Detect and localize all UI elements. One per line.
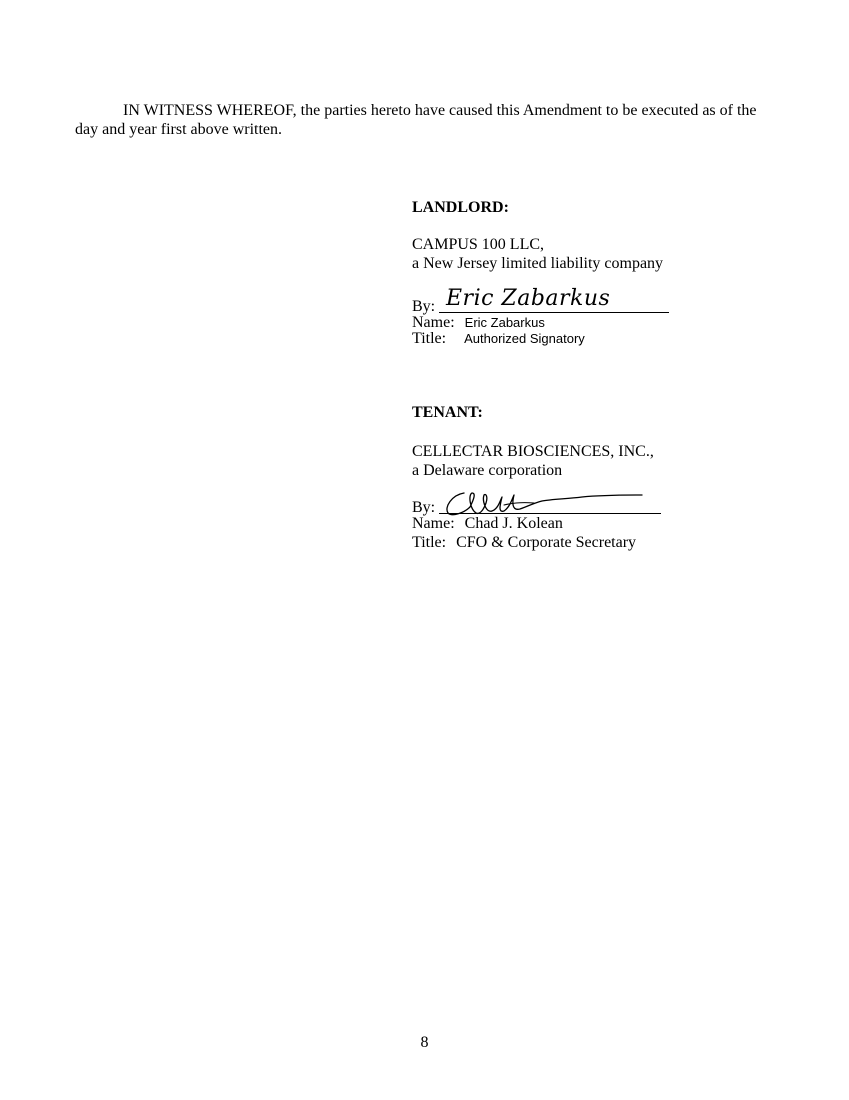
landlord-title-value: Authorized Signatory <box>464 331 585 346</box>
landlord-by-row <box>412 283 732 313</box>
landlord-heading: LANDLORD: <box>412 199 509 216</box>
landlord-entity-description: a New Jersey limited liability company <box>412 255 664 272</box>
landlord-name-label: Name: <box>412 314 455 331</box>
tenant-entity: CELLECTAR BIOSCIENCES, INC., <box>412 443 654 460</box>
tenant-heading: TENANT: <box>412 404 483 421</box>
landlord-entity: CAMPUS 100 LLC, <box>412 236 545 253</box>
landlord-signature-block <box>412 198 732 348</box>
tenant-signature-block <box>412 403 732 552</box>
tenant-by-label: By: <box>412 499 436 516</box>
landlord-title-label: Title: <box>412 330 447 347</box>
tenant-by-row <box>412 484 732 514</box>
witness-paragraph <box>75 101 780 139</box>
tenant-signature-image <box>442 487 652 517</box>
page-number: 8 <box>420 1034 429 1051</box>
tenant-entity-description: a Delaware corporation <box>412 462 563 479</box>
tenant-title-row <box>412 533 732 552</box>
landlord-name-value: Eric Zabarkus <box>464 315 545 330</box>
tenant-name-value: Chad J. Kolean <box>464 515 563 532</box>
landlord-title-row <box>412 329 732 348</box>
landlord-signature-script: Eric Zabarkus <box>446 286 611 311</box>
landlord-by-label: By: <box>412 298 436 315</box>
tenant-name-label: Name: <box>412 515 455 532</box>
tenant-title-label: Title: <box>412 534 447 551</box>
witness-text: IN WITNESS WHEREOF, the parties hereto have caused this Amendment to be executed as of the day and year first above written. <box>75 102 757 138</box>
tenant-title-value: CFO & Corporate Secretary <box>456 534 637 551</box>
landlord-signature-image <box>446 283 611 317</box>
